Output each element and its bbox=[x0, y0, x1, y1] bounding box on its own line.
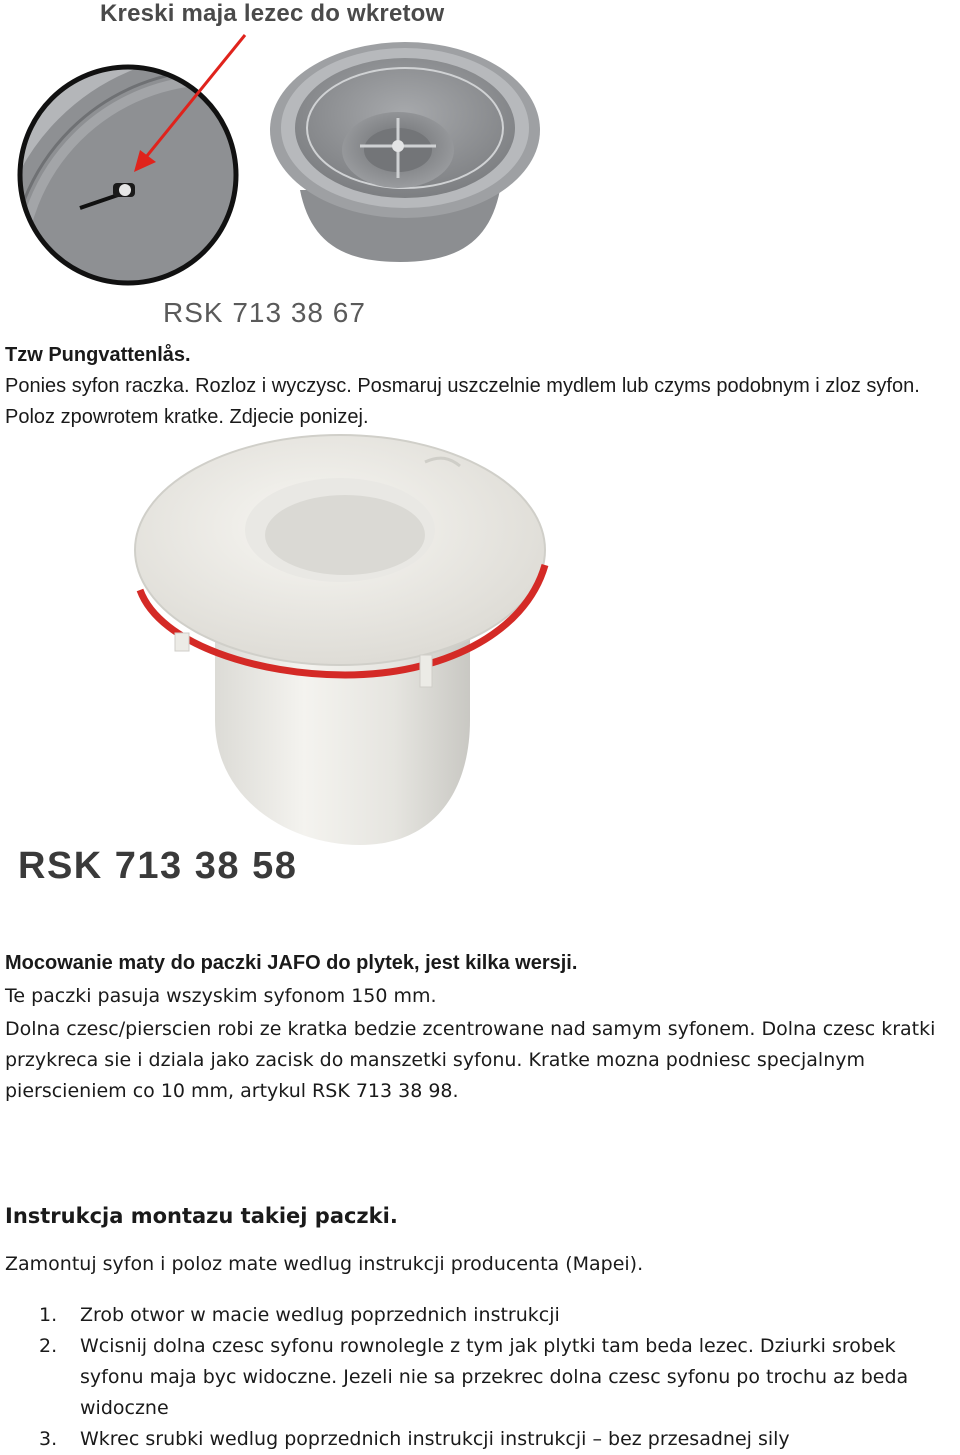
section-title: Tzw Pungvattenlås. bbox=[5, 344, 191, 366]
list-item bbox=[5, 1300, 960, 1331]
list-item-number: 3. bbox=[39, 1428, 58, 1450]
rsk-label: RSK 713 38 67 bbox=[163, 297, 366, 328]
list-item-text: Zrob otwor w macie wedlug poprzednich instrukcji bbox=[80, 1304, 560, 1326]
list-item-number: 1. bbox=[39, 1304, 58, 1326]
section-title: Instrukcja montazu takiej paczki. bbox=[5, 1204, 398, 1228]
paragraph-line: Zamontuj syfon i poloz mate wedlug instrukcji producenta (Mapei). bbox=[5, 1253, 644, 1275]
gray-drain-illustration bbox=[0, 0, 960, 340]
list-item-text: Wcisnij dolna czesc syfonu rownolegle z tym jak plytki tam beda lezec. Dziurki srobek syfonu maja byc widoczne. Jezeli nie sa przekrec dolna czesc syfonu po trochu az beda widoczne bbox=[80, 1335, 909, 1419]
paragraph-line: Ponies syfon raczka. Rozloz i wyczysc. Posmaruj uszczelnie mydlem lub czyms podobnym i zloz syfon. bbox=[5, 375, 920, 397]
list-item bbox=[5, 1424, 960, 1455]
white-drain-illustration bbox=[0, 430, 960, 900]
paragraph-line: Poloz zpowrotem kratke. Zdjecie ponizej. bbox=[5, 406, 369, 428]
paragraph-line: Te paczki pasuja wszyskim syfonom 150 mm. bbox=[5, 985, 437, 1007]
rsk-label: RSK 713 38 58 bbox=[18, 845, 298, 887]
figure-caption: Kreski maja lezec do wkretow bbox=[100, 0, 445, 27]
paragraph: Dolna czesc/pierscien robi ze kratka bedzie zcentrowane nad samym syfonem. Dolna czesc kratki przykreca sie i dziala jako zacisk do manszetki syfonu. Kratke mozna podniesc specjalnym pierscieniem co 10 mm, artykul RSK 713 38 98. bbox=[5, 1018, 936, 1102]
gray-drain bbox=[270, 42, 540, 262]
list-item-number: 2. bbox=[39, 1335, 58, 1357]
section-title: Mocowanie maty do paczki JAFO do plytek, jest kilka wersji. bbox=[5, 952, 578, 974]
list-item bbox=[5, 1331, 960, 1424]
numbered-list bbox=[5, 1300, 960, 1455]
list-item-text: Wkrec srubki wedlug poprzednich instrukcji instrukcji – bez przesadnej sily bbox=[80, 1428, 790, 1450]
figure-gray-drain bbox=[0, 0, 960, 340]
